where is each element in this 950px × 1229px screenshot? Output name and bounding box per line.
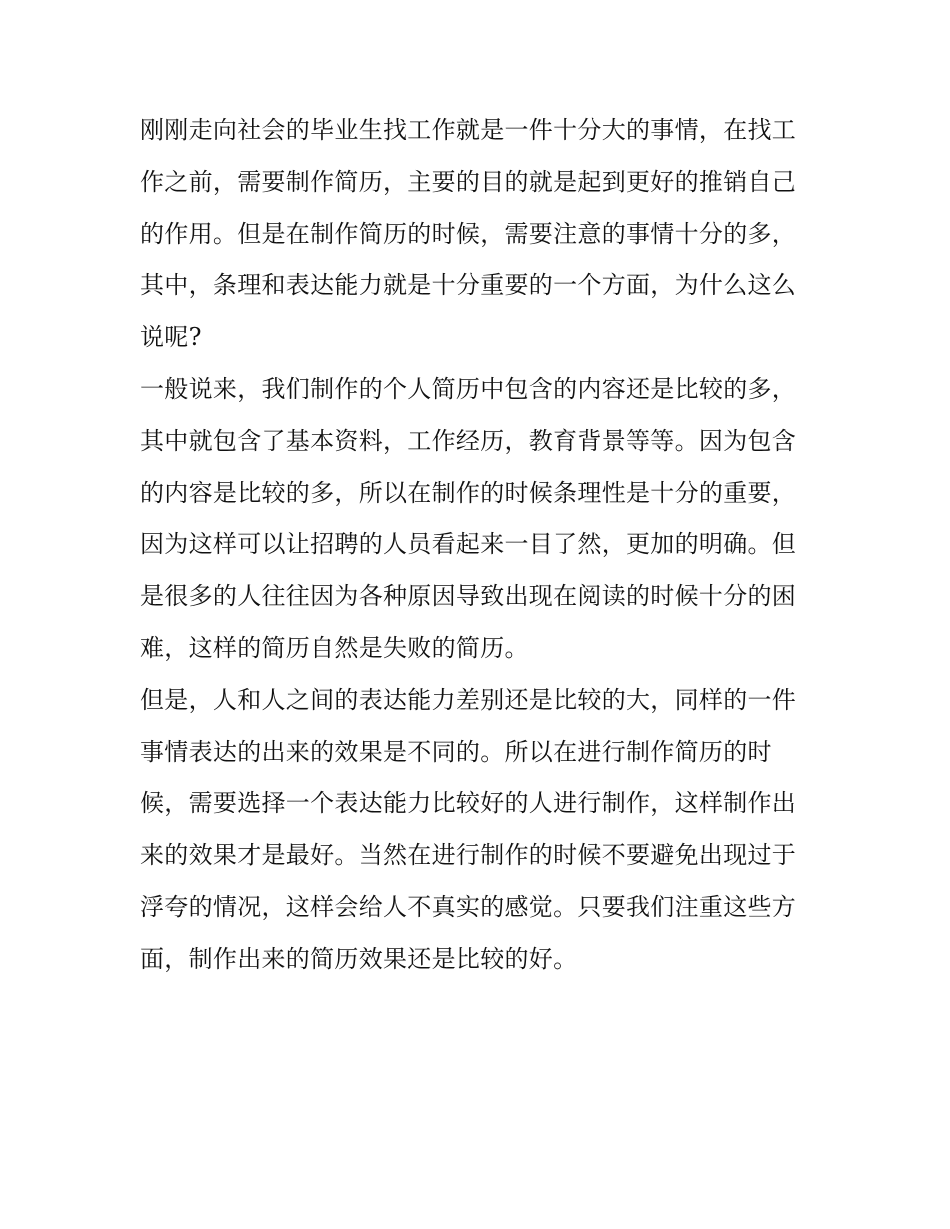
text-line: 作之前，需要制作简历，主要的目的就是起到更好的推销自己 [140,167,797,196]
text-line: 候，需要选择一个表达能力比较好的人进行制作，这样制作出 [140,789,797,818]
text-line: 来的效果才是最好。当然在进行制作的时候不要避免出现过于 [140,841,797,870]
paragraph-2 [140,364,815,675]
text-line: 的内容是比较的多，所以在制作的时候条理性是十分的重要， [140,478,797,507]
text-line: 的作用。但是在制作简历的时候，需要注意的事情十分的多， [140,219,797,248]
document-body [140,105,815,986]
text-line: 面，制作出来的简历效果还是比较的好。 [140,944,578,973]
text-line: 其中就包含了基本资料，工作经历，教育背景等等。因为包含 [140,426,797,455]
text-line: 但是，人和人之间的表达能力差别还是比较的大，同样的一件 [140,685,797,714]
text-line: 刚刚走向社会的毕业生找工作就是一件十分大的事情，在找工 [140,116,797,144]
text-line: 说呢? [140,323,202,352]
text-line: 其中，条理和表达能力就是十分重要的一个方面，为什么这么 [140,271,797,300]
text-line: 难，这样的简历自然是失败的简历。 [140,633,529,662]
text-line: 事情表达的出来的效果是不同的。所以在进行制作简历的时 [140,737,772,766]
text-line: 是很多的人往往因为各种原因导致出现在阅读的时候十分的困 [140,582,797,611]
text-line: 因为这样可以让招聘的人员看起来一目了然，更加的明确。但 [140,530,797,559]
text-line: 浮夸的情况，这样会给人不真实的感觉。只要我们注重这些方 [140,892,797,921]
text-line: 一般说来，我们制作的个人简历中包含的内容还是比较的多， [140,374,797,403]
paragraph-1 [140,105,815,364]
paragraph-3 [140,675,815,986]
